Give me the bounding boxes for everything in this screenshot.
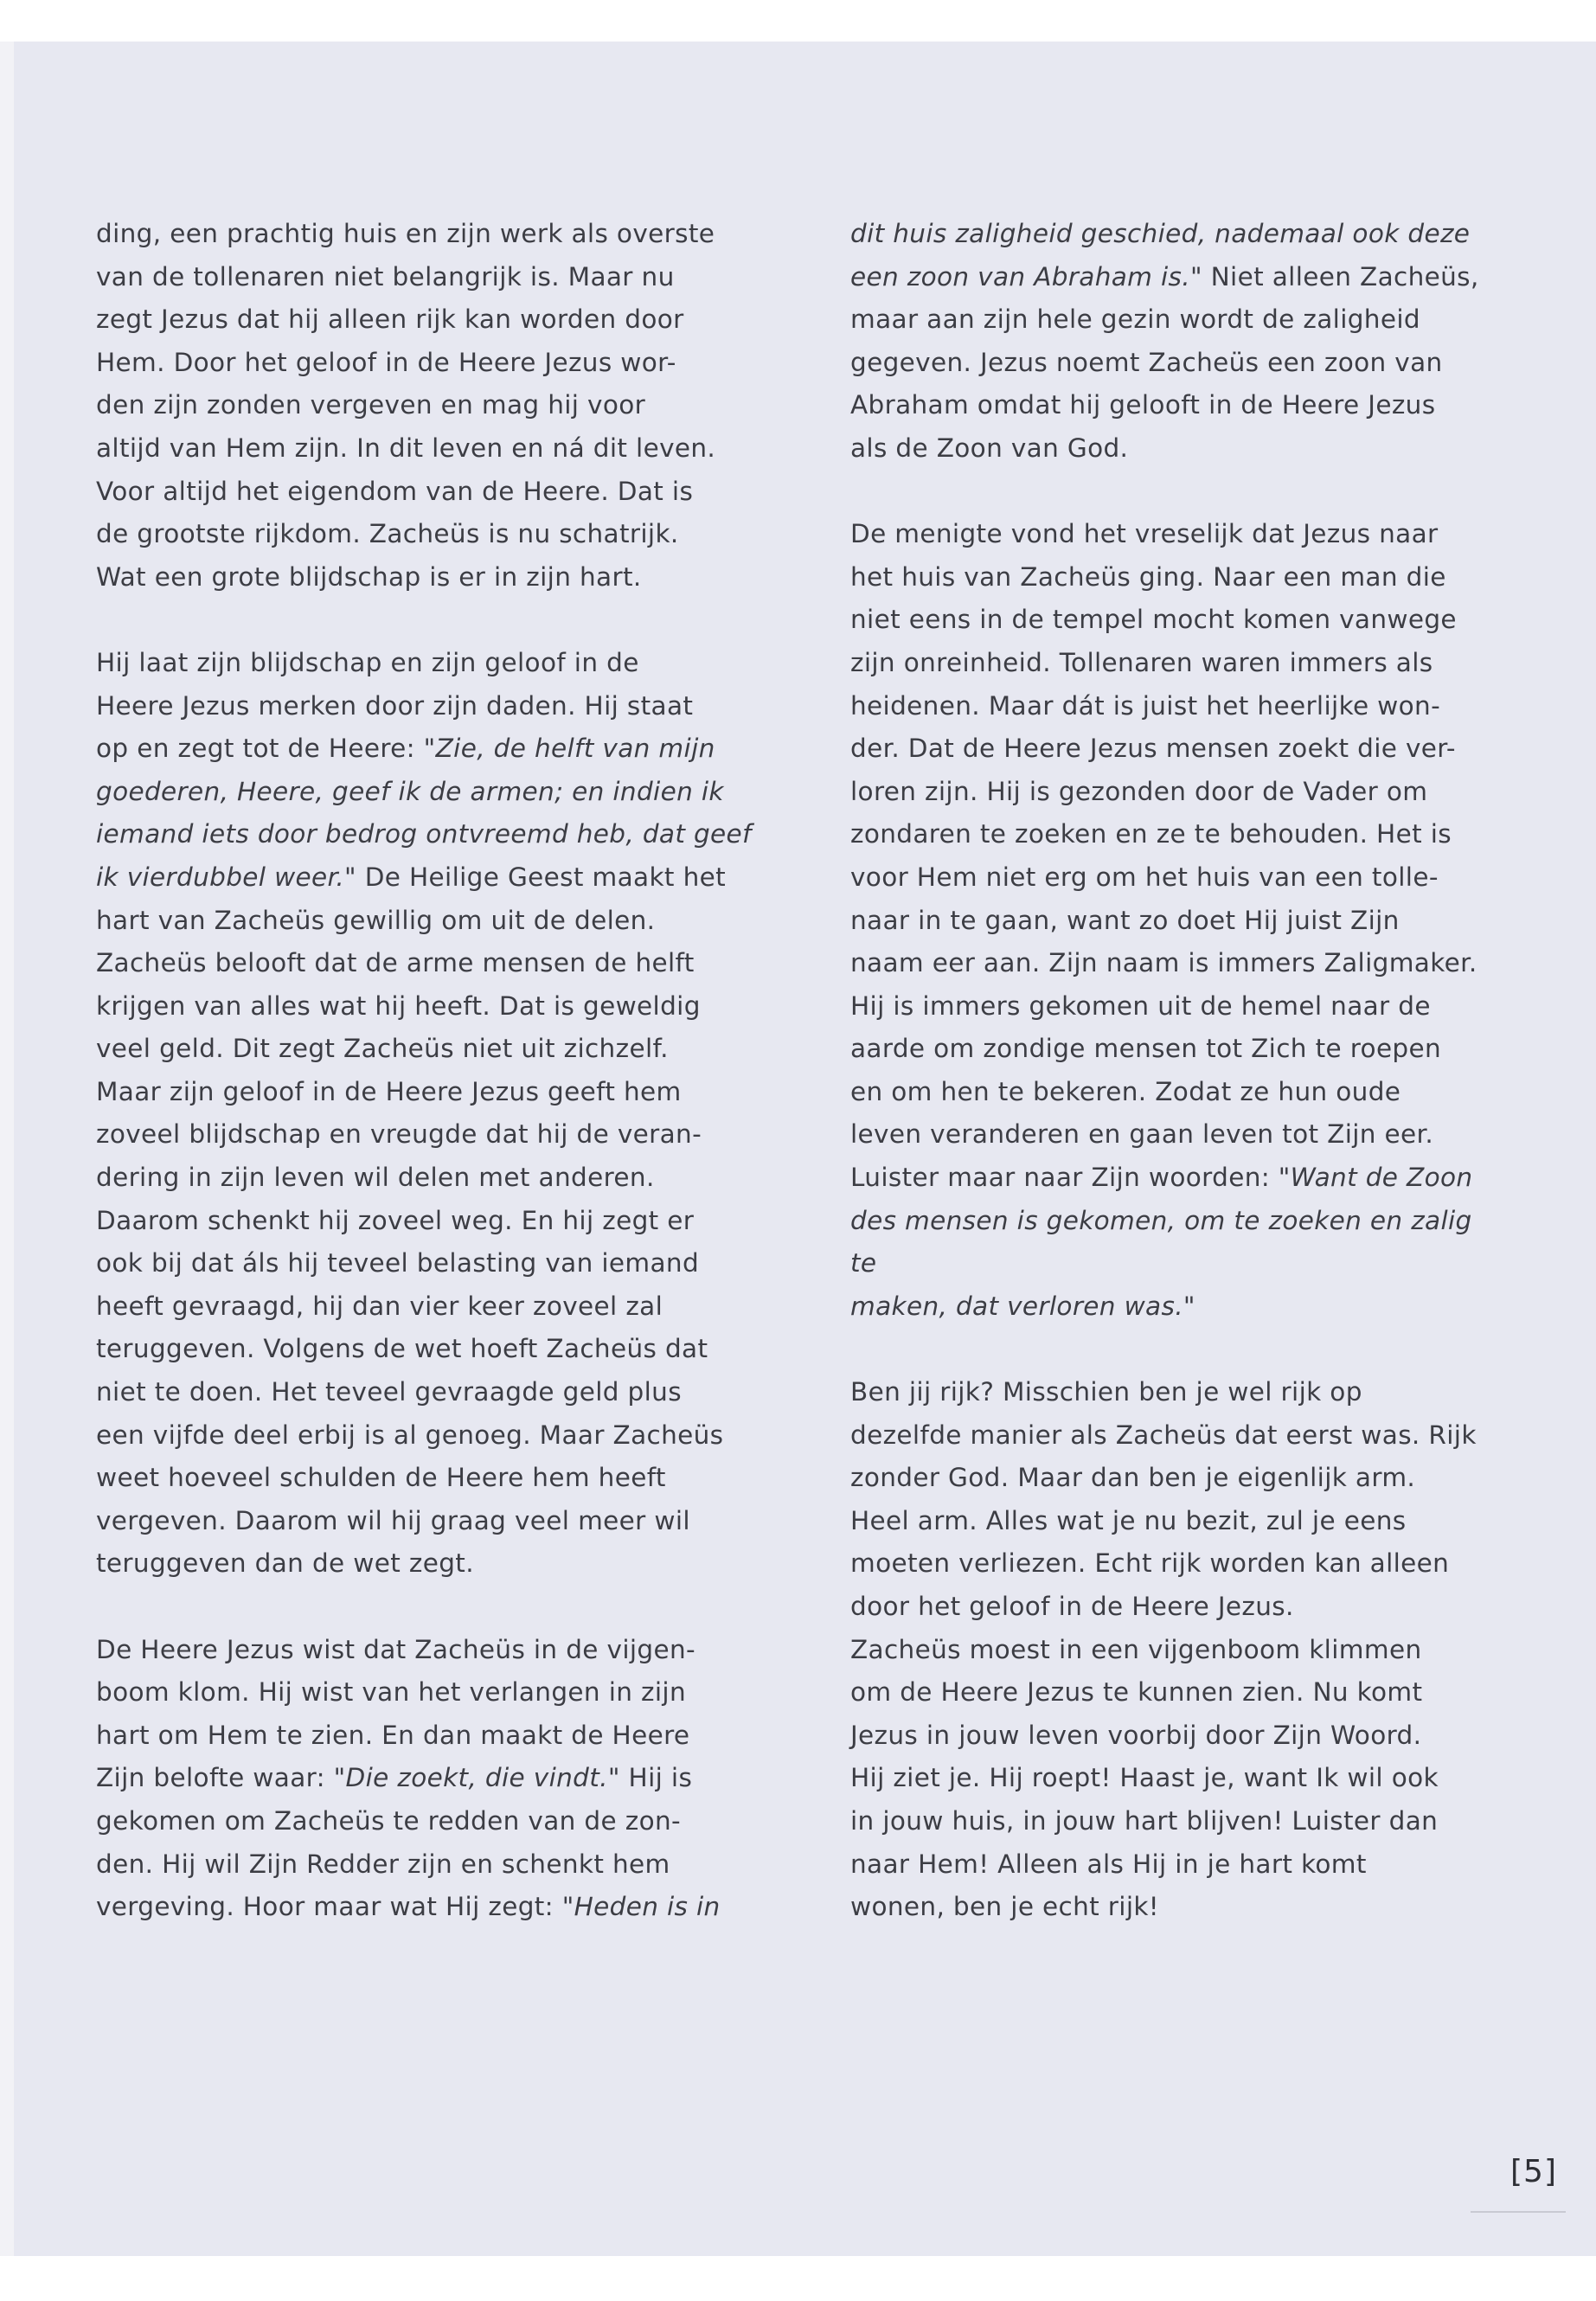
paragraph: [96, 1629, 753, 1929]
paragraph-gap: [850, 1328, 1490, 1371]
paragraph: ding, een prachtig huis en zijn werk als overste van de tollenaren niet belangrijk is. Maar nu zegt Jezus dat hij alleen rijk kan worden door Hem. Door het geloof in de Heere Jezus wor- den zijn zonden vergeven en mag hij voor altijd van Hem zijn. In dit leven en ná dit leven. Voor altijd het eigendom van de Heere. Dat is de grootste rijkdom. Zacheüs is nu schatrijk. Wat een grote blijdschap is er in zijn hart.: [96, 219, 716, 592]
paragraph-gap: [96, 599, 753, 642]
scripture-quote: "Heden is in: [561, 1892, 721, 1922]
paragraph: [850, 513, 1490, 1328]
scripture-quote: "Want de Zoon des mensen is gekomen, om te zoeken en zalig te maken, dat verloren was.": [850, 1163, 1473, 1321]
page-sheet: [0, 42, 1596, 2256]
scripture-quote: "Zie, de helft van mijn goederen, Heere, geef ik de armen; en indien ik iemand iets door bedrog ontvreemd heb, dat geef ik vierdubbel weer.": [96, 734, 752, 892]
text-run: De Heere Jezus wist dat Zacheüs in de vijgen- boom klom. Hij wist van het verlangen in zijn hart om Hem te zien. En dan maakt de Heere Zijn belofte waar:: [96, 1634, 696, 1793]
paragraph: [96, 642, 753, 1586]
bottom-rule: [1471, 2211, 1566, 2213]
scripture-quote: dit huis zaligheid geschied, nademaal ook deze een zoon van Abraham is.": [850, 219, 1471, 292]
paragraph: Ben jij rijk? Misschien ben je wel rijk op dezelfde manier als Zacheüs dat eerst was. Rijk zonder God. Maar dan ben je eigenlijk arm. Heel arm. Alles wat je nu bezit, zul je eens moeten verliezen. Echt rijk worden kan alleen door het geloof in de Heere Jezus. Zacheüs moest in een vijgenboom klimmen om de Heere Jezus te kunnen zien. Nu komt Jezus in jouw leven voorbij door Zijn Woord. Hij ziet je. Hij roept! Haast je, want Ik wil ook in jouw huis, in jouw hart blijven! Luister dan naar Hem! Alleen als Hij in je hart komt wonen, ben je echt rijk!: [850, 1377, 1477, 1922]
paragraph-gap: [96, 1586, 753, 1629]
text-run: Hij is gekomen om Zacheüs te redden van de zon- den. Hij wil Zijn Redder zijn en schenkt hem vergeving. Hoor maar wat Hij zegt:: [96, 1763, 693, 1922]
left-column: [96, 213, 753, 1929]
right-column: [850, 213, 1490, 1929]
text-run: De menigte vond het vreselijk dat Jezus naar het huis van Zacheüs ging. Naar een man die niet eens in de tempel mocht komen vanwege zijn onreinheid. Tollenaren waren immers als heidenen. Maar dát is juist het heerlijke won- der. Dat de Heere Jezus mensen zoekt die ver- loren zijn. Hij is gezonden door de Vader om zondaren te zoeken en ze te behouden. Het is voor Hem niet erg om het huis van een tolle- naar in te gaan, want zo doet Hij juist Zijn naam eer aan. Zijn naam is immers Zaligmaker. Hij is immers gekomen uit de hemel naar de aarde om zondige mensen tot Zich te roepen en om hen te bekeren. Zodat ze hun oude leven veranderen en gaan leven tot Zijn eer. Luister maar naar Zijn woorden:: [850, 519, 1477, 1193]
paragraph-gap: [850, 471, 1490, 514]
text-run: Niet alleen Zacheüs, maar aan zijn hele gezin wordt de zaligheid gegeven. Jezus noemt Zacheüs een zoon van Abraham omdat hij gelooft in de Heere Jezus als de Zoon van God.: [850, 261, 1479, 463]
paragraph: [850, 213, 1490, 471]
text-run: De Heilige Geest maakt het hart van Zacheüs gewillig om uit de delen. Zacheüs belooft dat de arme mensen de helft krijgen van alles wat hij heeft. Dat is geweldig veel geld. Dit zegt Zacheüs niet uit zichzelf. Maar zijn geloof in de Heere Jezus geeft hem zoveel blijdschap en vreugde dat hij de veran- dering in zijn leven wil delen met anderen. Daarom schenkt hij zoveel weg. En hij zegt er ook bij dat áls hij teveel belasting van iemand heeft gevraagd, hij dan vier keer zoveel zal teruggeven. Volgens de wet hoeft Zacheüs dat niet te doen. Het teveel gevraagde geld plus een vijfde deel erbij is al genoeg. Maar Zacheüs weet hoeveel schulden de Heere hem heeft vergeven. Daarom wil hij graag veel meer wil teruggeven dan de wet zegt.: [96, 862, 727, 1579]
text-run: Hij laat zijn blijdschap en zijn geloof in de Heere Jezus merken door zijn daden. Hij staat op en zegt tot de Heere:: [96, 647, 694, 764]
page-number: [5]: [1510, 2154, 1557, 2189]
scripture-quote: "Die zoekt, die vindt.": [333, 1763, 620, 1793]
